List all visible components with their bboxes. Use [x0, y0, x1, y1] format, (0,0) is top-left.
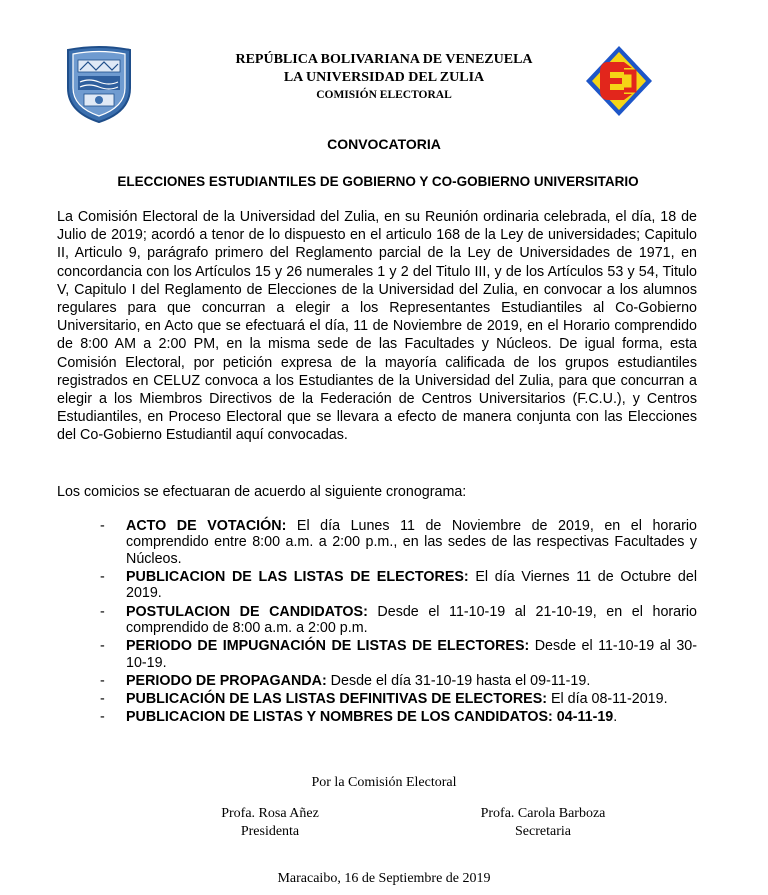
schedule-item [100, 691, 697, 707]
schedule-item-label: POSTULACION DE CANDIDATOS: [126, 603, 368, 620]
schedule-item-label: PUBLICACIÓN DE LAS LISTAS DEFINITIVAS DE ELECTORES: [126, 691, 547, 708]
schedule-item-text: Desde el día 31-10-19 hasta el 09-11-19. [326, 672, 591, 689]
list-dash: - [100, 518, 105, 534]
signature-heading: Por la Comisión Electoral [311, 775, 457, 790]
president-role: Presidenta [240, 824, 300, 839]
list-dash: - [100, 603, 105, 620]
schedule-item-label: PUBLICACION DE LAS LISTAS DE ELECTORES: [126, 569, 469, 586]
body-paragraph: La Comisión Electoral de la Universidad del Zulia, en su Reunión ordinaria celebrada, el día, 18 de Julio de 2019; acordó a tenor de lo dispuesto en el articulo 168 de la Ley de universidades; Capitulo II, Articulo 9, parágrafo primero del Reglamento parcial de la Ley de Universidades de 1971, en concordancia con los Artículos 15 y 26 numerales 1 y 2 del Titulo III, y de los Artículos 53 y 54, Titulo V, Capitulo I del Reglamento de Elecciones de la Universidad del Zulia, en convocar a los alumnos regulares para que concurran a elegir a los Representantes Estudiantiles al Co-Gobierno Universitario, en Acto que se efectuará el día, 11 de Noviembre de 2019, en el Horario comprendido de 8:00 AM a 2:00 PM, en la misma sede de las Facultades y Núcleos. De igual forma, esta Comisión Electoral, por petición expresa de la mayoría calificada de los grupos estudiantiles registrados en CELUZ convoca a los Estudiantes de la Universidad del Zulia, para que concurran a elegir a los Miembros Directivos de la Federación de Centros Universitarios (F.C.U.), y Centros Estudiantiles, en Proceso Electoral que se llevara a efecto de manera conjunta con las Elecciones del Co-Gobierno Estudiantil aquí convocadas. [57, 209, 697, 444]
schedule-item [100, 673, 697, 689]
list-dash: - [100, 638, 105, 655]
list-dash: - [100, 672, 105, 689]
schedule-item-label: PERIODO DE PROPAGANDA: [126, 672, 327, 689]
schedule-item-text: . [613, 709, 618, 726]
schedule-item-label: PUBLICACION DE LISTAS Y NOMBRES DE LOS CANDIDATOS: 04-11-19 [126, 709, 614, 726]
schedule-item [100, 709, 697, 725]
schedule-item-label: PERIODO DE IMPUGNACIÓN DE LISTAS DE ELECTORES: [126, 638, 530, 655]
schedule-item-text: Desde el 11-10-19 al 21-10-19, en el horario comprendido de 8:00 a.m. a 2:00 p.m. [126, 603, 698, 637]
president-name: Profa. Rosa Añez [221, 806, 319, 821]
electoral-commission-logo [584, 44, 654, 118]
schedule-intro: Los comicios se efectuaran de acuerdo al siguiente cronograma: [57, 484, 467, 500]
list-dash: - [100, 709, 105, 726]
document-subtitle: ELECCIONES ESTUDIANTILES DE GOBIERNO Y CO-GOBIERNO UNIVERSITARIO [117, 174, 639, 189]
schedule-item-text: El día Lunes 11 de Noviembre de 2019, en el horario comprendido entre 8:00 a.m. a 2:00 p.m., en las sedes de las respectivas Facultades y Núcleos. [126, 518, 697, 567]
schedule-item [100, 569, 697, 602]
schedule-item-text: El día 08-11-2019. [547, 691, 668, 708]
secretary-role: Secretaria [515, 824, 571, 839]
header-republic: REPÚBLICA BOLIVARIANA DE VENEZUELA [235, 52, 533, 67]
list-dash: - [100, 569, 105, 586]
list-dash: - [100, 691, 105, 708]
schedule-item-label: ACTO DE VOTACIÓN: [126, 518, 287, 534]
document-title: CONVOCATORIA [327, 136, 441, 152]
secretary-name: Profa. Carola Barboza [480, 806, 606, 821]
schedule-item-text: El día Viernes 11 de Octubre del 2019. [126, 569, 697, 602]
schedule-item-text: Desde el 11-10-19 al 30-10-19. [126, 638, 697, 671]
schedule-list [100, 518, 697, 727]
schedule-item [100, 638, 697, 671]
header-university: LA UNIVERSIDAD DEL ZULIA [283, 70, 485, 85]
schedule-item [100, 518, 697, 567]
schedule-item [100, 604, 697, 637]
header-commission: COMISIÓN ELECTORAL [316, 89, 452, 101]
place-and-date: Maracaibo, 16 de Septiembre de 2019 [277, 871, 491, 886]
